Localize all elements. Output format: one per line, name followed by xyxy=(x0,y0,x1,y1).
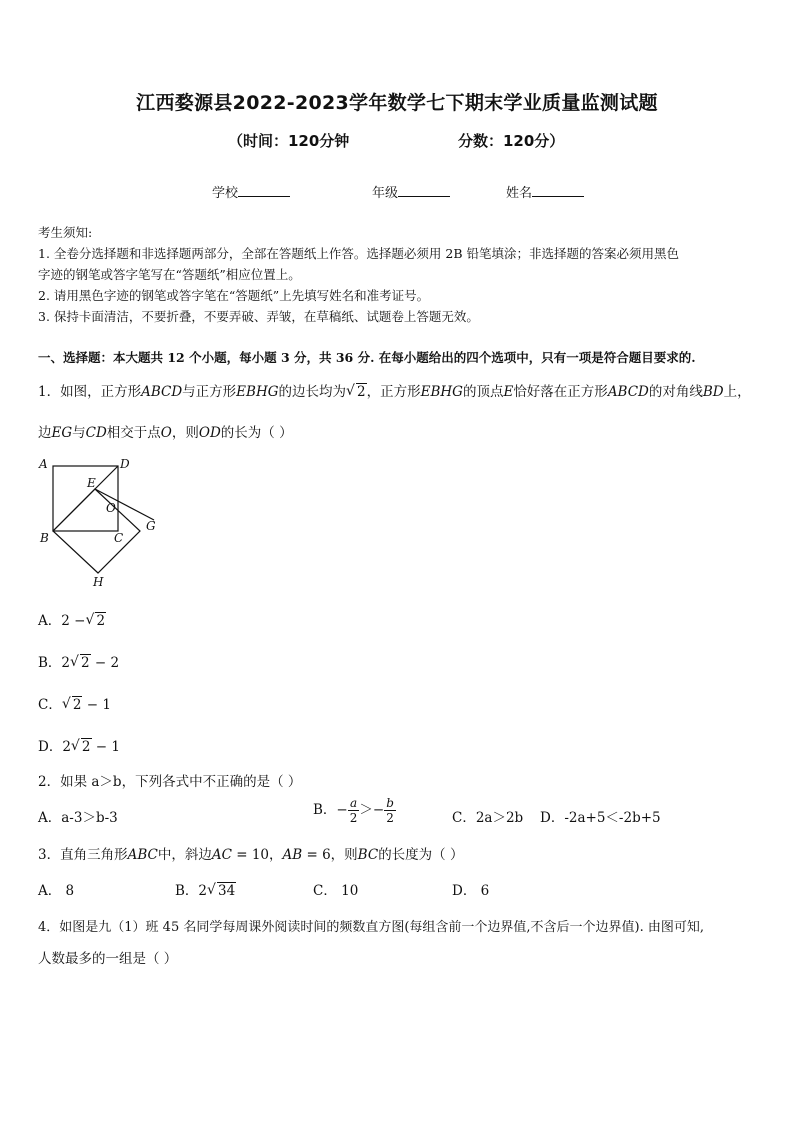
q2-option-d: D．-2a+5＜-2b+5 xyxy=(540,810,661,826)
grade-field xyxy=(372,182,450,201)
school-blank xyxy=(238,184,290,197)
q4-line1: 4．如图是九（1）班 45 名同学每周课外阅读时间的频数直方图(每组含前一个边界值,不含后一个边界值). 由图可知, xyxy=(38,920,705,935)
label-E: E xyxy=(87,476,96,490)
q2-option-a: A．a-3＞b-3 xyxy=(38,810,118,826)
q1-option-a: A．2 −√ 2 xyxy=(38,609,106,629)
q3-option-d: D． 6 xyxy=(452,883,490,899)
notice-item-3: 3. 保持卡面清洁，不要折叠，不要弄破、弄皱，在草稿纸、试题卷上答题无效。 xyxy=(38,309,479,324)
grade-blank xyxy=(398,184,450,197)
notice-item-1a: 1. 全卷分选择题和非选择题两部分，全部在答题纸上作答。选择题必须用 2B 铅笔填涂；非选择题的答案必须用黑色 xyxy=(38,246,679,261)
q4-line2: 人数最多的一组是（ ） xyxy=(38,951,178,967)
label-G: G xyxy=(146,519,156,533)
name-blank xyxy=(532,184,584,197)
q1-option-d: D．2√ 2 − 1 xyxy=(38,735,120,755)
exam-title: 江西婺源县2022-2023学年数学七下期末学业质量监测试题 xyxy=(136,92,658,114)
label-A: A xyxy=(39,457,48,471)
notice-item-1b: 字迹的钢笔或答字笔写在“答题纸”相应位置上。 xyxy=(38,267,301,282)
school-label: 学校 xyxy=(212,186,239,201)
school-field xyxy=(212,182,290,201)
name-field xyxy=(506,182,584,201)
exam-time: （时间：120分钟 xyxy=(228,132,350,150)
edge-eg xyxy=(95,489,154,520)
q2-stem: 2．如果 a＞b，下列各式中不正确的是（ ） xyxy=(38,774,302,790)
q1-geometry-figure xyxy=(36,452,166,592)
grade-label: 年级 xyxy=(372,186,399,201)
label-C: C xyxy=(114,531,124,545)
q1-line1: 1．如图，正方形ABCD与正方形EBHG的边长均为√ 2，正方形EBHG的顶点E恰好落在正方形ABCD的对角线BD上， xyxy=(38,380,751,400)
q1-line2: 边EG与CD相交于点O，则OD的长为（ ） xyxy=(38,425,293,441)
q1-option-b: B．2√ 2 − 2 xyxy=(38,651,119,671)
q3-stem: 3．直角三角形ABC中，斜边AC = 10，AB = 6，则BC的长度为（ ） xyxy=(38,847,464,863)
name-label: 姓名 xyxy=(506,186,533,201)
label-H: H xyxy=(93,575,104,589)
notice-heading: 考生须知: xyxy=(38,225,93,240)
q3-option-a: A． 8 xyxy=(38,883,75,899)
section-heading: 一、选择题：本大题共 12 个小题，每小题 3 分，共 36 分. 在每小题给出的四个选项中，只有一项是符合题目要求的. xyxy=(38,350,696,365)
q3-option-b: B．2√ 34 xyxy=(175,879,236,899)
sqrt-2: √ 2 xyxy=(346,384,367,400)
diagonal-bd xyxy=(53,466,118,531)
notice-item-2: 2. 请用黑色字迹的钢笔或答字笔在“答题纸”上先填写姓名和准考证号。 xyxy=(38,288,430,303)
label-B: B xyxy=(40,531,49,545)
label-O: O xyxy=(106,501,116,515)
label-D: D xyxy=(120,457,130,471)
q3-option-c: C． 10 xyxy=(313,883,359,899)
q2-option-b: B．− $\frac{a}{2}$ ＞− $\frac{b}{2}$ xyxy=(313,796,394,825)
exam-score: 分数：120分） xyxy=(458,132,565,150)
q2-option-c: C．2a＞2b xyxy=(452,810,524,826)
q1-option-c: C．√ 2 − 1 xyxy=(38,693,111,713)
